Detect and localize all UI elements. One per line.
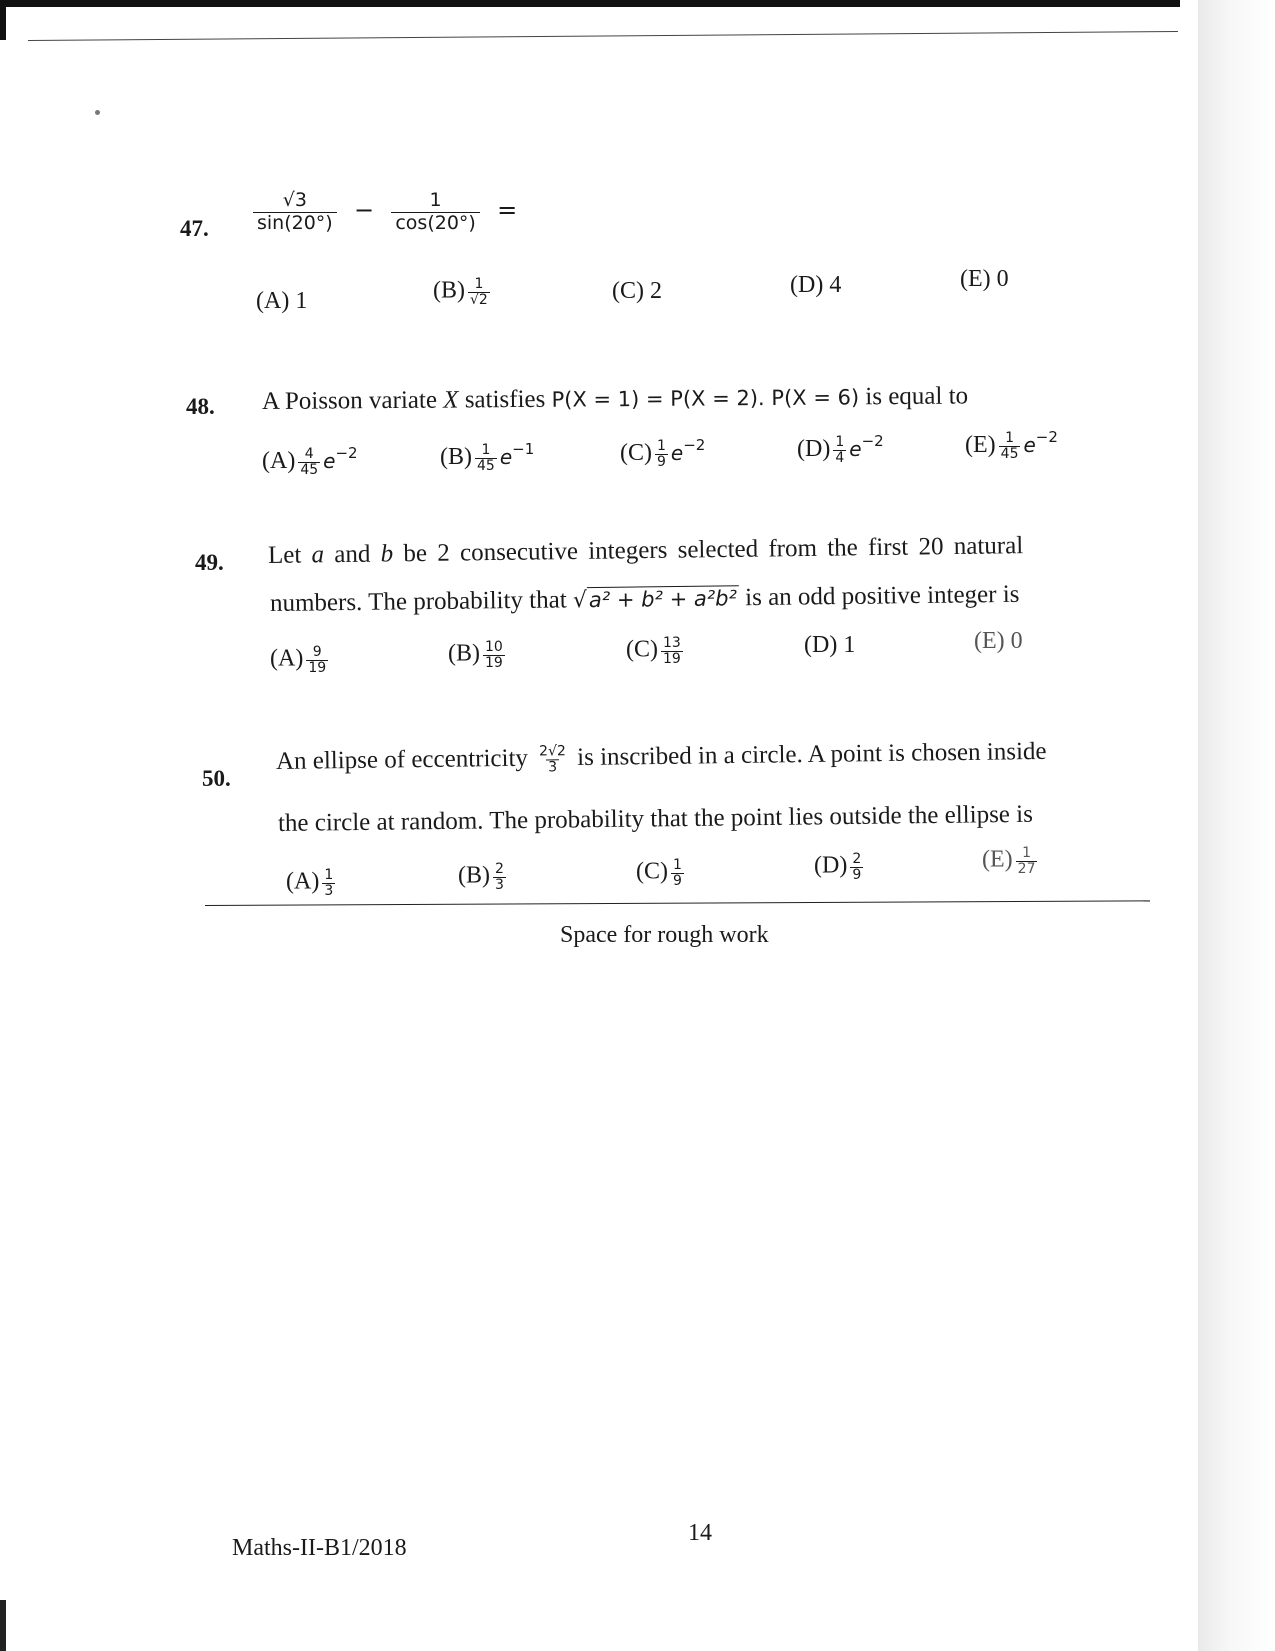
option-a: (A) $\frac{9}{19}$ xyxy=(270,644,327,676)
question-stem-line-1: Let a and b be 2 consecutive integers selected from the first 20 natural xyxy=(267,532,1024,569)
option-e: (E) 0 xyxy=(974,628,1023,654)
scan-edge-left-bottom xyxy=(0,1600,6,1651)
question-stem: A Poisson variate X satisfies P(X = 1) = P(X = 2). P(X = 6) is equal to xyxy=(261,382,969,415)
question-stem-line-2: the circle at random. The probability that the point lies outside the ellipse is xyxy=(277,800,1034,837)
question-number: 49. xyxy=(195,550,224,575)
page-number: 14 xyxy=(688,1520,712,1546)
option-a: (A) 1 xyxy=(256,288,308,314)
scan-edge-left xyxy=(0,0,6,40)
option-e: (E) $\frac{1}{27}$ xyxy=(982,845,1036,877)
scan-edge-top xyxy=(0,0,1180,7)
header-rule xyxy=(28,31,1178,41)
option-d: (D) 1 xyxy=(804,632,856,658)
question-stem-line-2: numbers. The probability that √a² + b² + a²b² is an odd positive integer is xyxy=(269,580,1020,617)
scan-shadow-right xyxy=(1198,0,1275,1651)
option-b: (B) $\frac{1}{√2}$ xyxy=(433,276,488,308)
option-e: (E) $\frac{1}{45}$ $e^{-2}$ xyxy=(965,428,1058,462)
option-b: (B) $\frac{10}{19}$ xyxy=(448,639,503,671)
question-stem: $\frac{√3}{\sin(20^\circ)}$ − $\frac{1}{\cos(20^\circ)}$ = xyxy=(250,190,517,235)
option-c: (C) 2 xyxy=(612,278,662,304)
rough-work-divider xyxy=(205,900,1150,906)
option-c: (C) $\frac{13}{19}$ xyxy=(626,635,681,667)
option-a: (A) $\frac{4}{45}$ $e^{-2}$ xyxy=(262,444,358,478)
question-stem-line-1: An ellipse of eccentricity $\frac{2√2}{3}$ is inscribed in a circle. A point is chosen inside xyxy=(275,737,1047,776)
option-b: (B) $\frac{1}{45}$ $e^{-1}$ xyxy=(440,440,535,474)
fraction: $\frac{1}{\cos(20^\circ)}$ xyxy=(391,190,479,235)
option-a: (A) $\frac{1}{3}$ xyxy=(286,867,334,899)
option-e: (E) 0 xyxy=(960,266,1009,292)
option-d: (D) $\frac{1}{4}$ $e^{-2}$ xyxy=(797,432,884,466)
option-d: (D) $\frac{2}{9}$ xyxy=(814,851,862,883)
scan-speck xyxy=(95,110,100,115)
option-d: (D) 4 xyxy=(790,272,842,298)
question-number: 47. xyxy=(180,216,209,241)
option-c: (C) $\frac{1}{9}$ $e^{-2}$ xyxy=(620,436,706,470)
question-number: 48. xyxy=(186,394,215,419)
rough-work-label: Space for rough work xyxy=(560,922,769,948)
fraction: $\frac{√3}{\sin(20^\circ)}$ xyxy=(253,190,337,235)
question-number: 50. xyxy=(202,766,231,791)
fraction: $\frac{1}{√2}$ xyxy=(470,276,488,308)
option-b: (B) $\frac{2}{3}$ xyxy=(458,861,504,893)
paper-code: Maths-II-B1/2018 xyxy=(232,1535,407,1561)
option-c: (C) $\frac{1}{9}$ xyxy=(636,857,682,889)
